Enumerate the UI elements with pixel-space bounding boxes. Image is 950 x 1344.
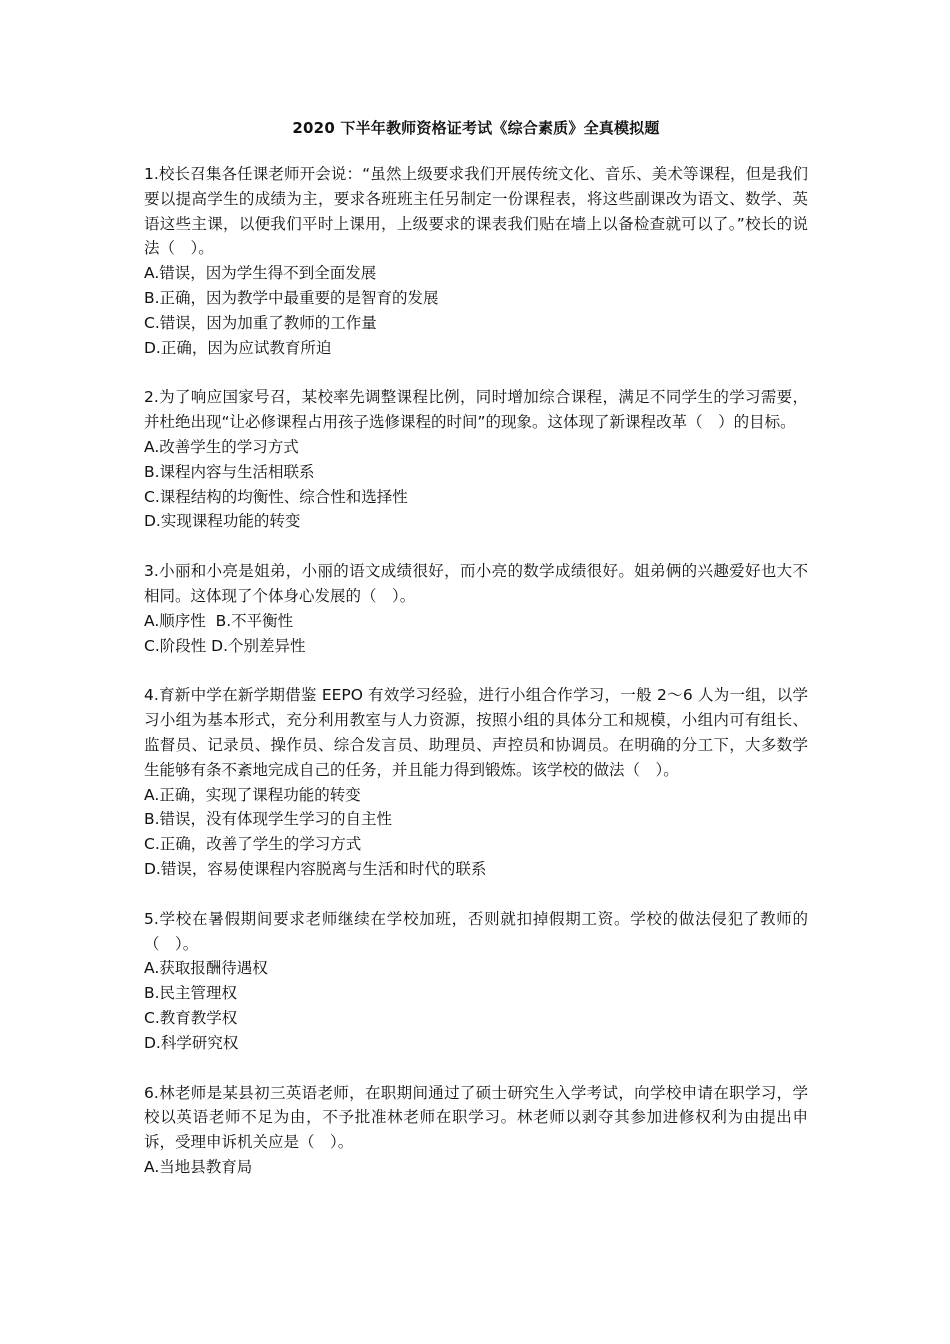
- option-c: C.教育教学权: [144, 1008, 238, 1027]
- document-page: [144, 116, 808, 1205]
- option-b: B.课程内容与生活相联系: [144, 462, 315, 481]
- option-b: B.正确，因为教学中最重要的是智育的发展: [144, 288, 439, 307]
- question-2: [144, 385, 808, 534]
- question-1: [144, 162, 808, 360]
- question-5: [144, 907, 808, 1056]
- option-d: D.正确，因为应试教育所迫: [144, 338, 332, 357]
- option-b: B.民主管理权: [144, 984, 238, 1003]
- option-c: C.正确，改善了学生的学习方式: [144, 835, 362, 854]
- question-stem: 5.学校在暑假期间要求老师继续在学校加班，否则就扣掉假期工资。学校的做法侵犯了教师的（ ）。: [144, 909, 808, 953]
- option-c: C.课程结构的均衡性、综合性和选择性: [144, 487, 408, 506]
- question-4: [144, 683, 808, 881]
- question-stem: 1.校长召集各任课老师开会说：“虽然上级要求我们开展传统文化、音乐、美术等课程，但是我们要以提高学生的成绩为主，要求各班班主任另制定一份课程表，将这些副课改为语文、数学、英语这些主课，以便我们平时上课用，上级要求的课表我们贴在墙上以备检查就可以了。”校长的说法（ ）。: [144, 165, 808, 258]
- option-line-ab: A.顺序性 B.不平衡性: [144, 611, 294, 630]
- question-stem: 4.育新中学在新学期借鉴 EEPO 有效学习经验，进行小组合作学习，一般 2～6 人为一组，以学习小组为基本形式，充分利用教室与人力资源，按照小组的具体分工和规模，小组内可有组长、监督员、记录员、操作员、综合发言员、助理员、声控员和协调员。在明确的分工下，大多数学生能够有条不紊地完成自己的任务，并且能力得到锻炼。该学校的做法（ ）。: [144, 686, 808, 779]
- question-6: [144, 1081, 808, 1180]
- option-b: B.错误，没有体现学生学习的自主性: [144, 810, 393, 829]
- option-c: C.错误，因为加重了教师的工作量: [144, 313, 377, 332]
- option-d: D.实现课程功能的转变: [144, 512, 301, 531]
- question-stem: 2.为了响应国家号召，某校率先调整课程比例，同时增加综合课程，满足不同学生的学习需要，并杜绝出现“让必修课程占用孩子选修课程的时间”的现象。这体现了新课程改革（ ）的目标。: [144, 388, 808, 432]
- document-title: 2020 下半年教师资格证考试《综合素质》全真模拟题: [292, 119, 660, 137]
- option-a: A.当地县教育局: [144, 1157, 253, 1176]
- option-d: D.错误，容易使课程内容脱离与生活和时代的联系: [144, 859, 487, 878]
- question-stem: 3.小丽和小亮是姐弟，小丽的语文成绩很好，而小亮的数学成绩很好。姐弟俩的兴趣爱好也大不相同。这体现了个体身心发展的（ ）。: [144, 562, 808, 605]
- option-a: A.错误，因为学生得不到全面发展: [144, 264, 377, 283]
- option-a: A.获取报酬待遇权: [144, 959, 268, 978]
- option-line-cd: C.阶段性 D.个别差异性: [144, 636, 306, 655]
- option-a: A.正确，实现了课程功能的转变: [144, 785, 361, 804]
- option-a: A.改善学生的学习方式: [144, 437, 299, 456]
- question-stem: 6.林老师是某县初三英语老师，在职期间通过了硕士研究生入学考试，向学校申请在职学习，学校以英语老师不足为由，不予批准林老师在职学习。林老师以剥夺其参加进修权利为由提出申诉，受理申诉机关应是（ ）。: [144, 1083, 808, 1152]
- question-3: [144, 559, 808, 658]
- option-d: D.科学研究权: [144, 1033, 239, 1052]
